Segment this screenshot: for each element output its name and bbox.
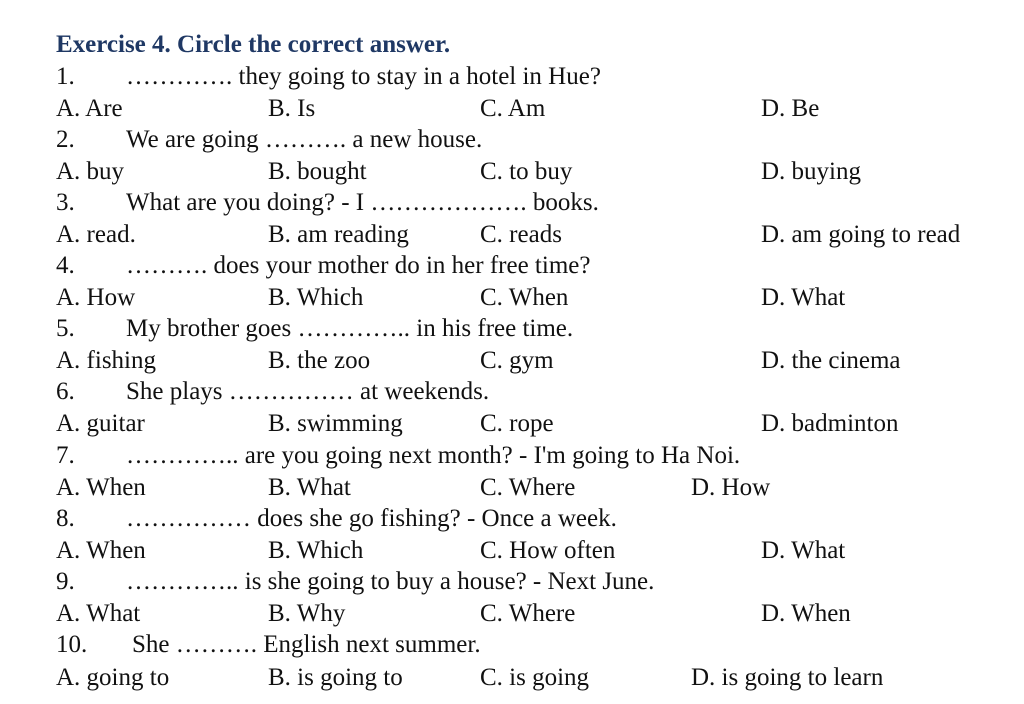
option-d[interactable]: D. the cinema xyxy=(761,347,901,374)
option-b[interactable]: B. Why xyxy=(268,600,346,627)
question-number: 10. xyxy=(56,631,88,658)
option-a[interactable]: A. What xyxy=(56,600,141,627)
option-b[interactable]: B. Is xyxy=(268,95,316,122)
option-a[interactable]: A. going to xyxy=(56,664,170,691)
option-c[interactable]: C. rope xyxy=(480,410,554,437)
question-number: 8. xyxy=(56,505,75,532)
option-a[interactable]: A. fishing xyxy=(56,347,156,374)
question-stem: ………. does your mother do in her free time? xyxy=(126,252,591,279)
option-c[interactable]: C. gym xyxy=(480,347,554,374)
option-d[interactable]: D. buying xyxy=(761,158,861,185)
question-number: 1. xyxy=(56,63,75,90)
option-b[interactable]: B. What xyxy=(268,474,351,501)
option-c[interactable]: C. to buy xyxy=(480,158,573,185)
question-stem: …………… does she go fishing? - Once a week. xyxy=(126,505,617,532)
option-b[interactable]: B. Which xyxy=(268,284,364,311)
option-d[interactable]: D. is going to learn xyxy=(691,664,884,691)
exercise-title: Exercise 4. Circle the correct answer. xyxy=(56,31,451,58)
option-c[interactable]: C. How often xyxy=(480,537,616,564)
option-a[interactable]: A. When xyxy=(56,474,146,501)
question-stem: My brother goes ………….. in his free time. xyxy=(126,315,574,342)
option-c[interactable]: C. is going xyxy=(480,664,590,691)
option-b[interactable]: B. swimming xyxy=(268,410,403,437)
option-d[interactable]: D. What xyxy=(761,537,846,564)
question-stem: …………. they going to stay in a hotel in Hue? xyxy=(126,63,601,90)
option-d[interactable]: D. badminton xyxy=(761,410,899,437)
option-a[interactable]: A. guitar xyxy=(56,410,145,437)
option-d[interactable]: D. What xyxy=(761,284,846,311)
option-c[interactable]: C. reads xyxy=(480,221,562,248)
option-b[interactable]: B. Which xyxy=(268,537,364,564)
option-b[interactable]: B. is going to xyxy=(268,664,403,691)
question-number: 3. xyxy=(56,189,75,216)
question-stem: We are going ………. a new house. xyxy=(126,126,483,153)
option-b[interactable]: B. bought xyxy=(268,158,367,185)
option-a[interactable]: A. buy xyxy=(56,158,125,185)
question-stem: ………….. are you going next month? - I'm going to Ha Noi. xyxy=(126,442,741,469)
option-a[interactable]: A. When xyxy=(56,537,146,564)
question-number: 2. xyxy=(56,126,75,153)
question-stem: What are you doing? - I ………………. books. xyxy=(126,189,599,216)
option-d[interactable]: D. When xyxy=(761,600,851,627)
option-c[interactable]: C. When xyxy=(480,284,569,311)
question-stem: ………….. is she going to buy a house? - Next June. xyxy=(126,568,655,595)
question-number: 9. xyxy=(56,568,75,595)
option-a[interactable]: A. How xyxy=(56,284,136,311)
option-d[interactable]: D. Be xyxy=(761,95,820,122)
question-number: 7. xyxy=(56,442,75,469)
option-b[interactable]: B. the zoo xyxy=(268,347,371,374)
question-stem: She plays …………… at weekends. xyxy=(126,378,490,405)
question-stem: She ………. English next summer. xyxy=(132,631,481,658)
option-b[interactable]: B. am reading xyxy=(268,221,409,248)
option-c[interactable]: C. Am xyxy=(480,95,546,122)
option-d[interactable]: D. How xyxy=(691,474,771,501)
question-number: 4. xyxy=(56,252,75,279)
option-c[interactable]: C. Where xyxy=(480,600,576,627)
option-a[interactable]: A. read. xyxy=(56,221,136,248)
option-c[interactable]: C. Where xyxy=(480,474,576,501)
question-number: 6. xyxy=(56,378,75,405)
question-number: 5. xyxy=(56,315,75,342)
option-a[interactable]: A. Are xyxy=(56,95,123,122)
option-d[interactable]: D. am going to read xyxy=(761,221,961,248)
